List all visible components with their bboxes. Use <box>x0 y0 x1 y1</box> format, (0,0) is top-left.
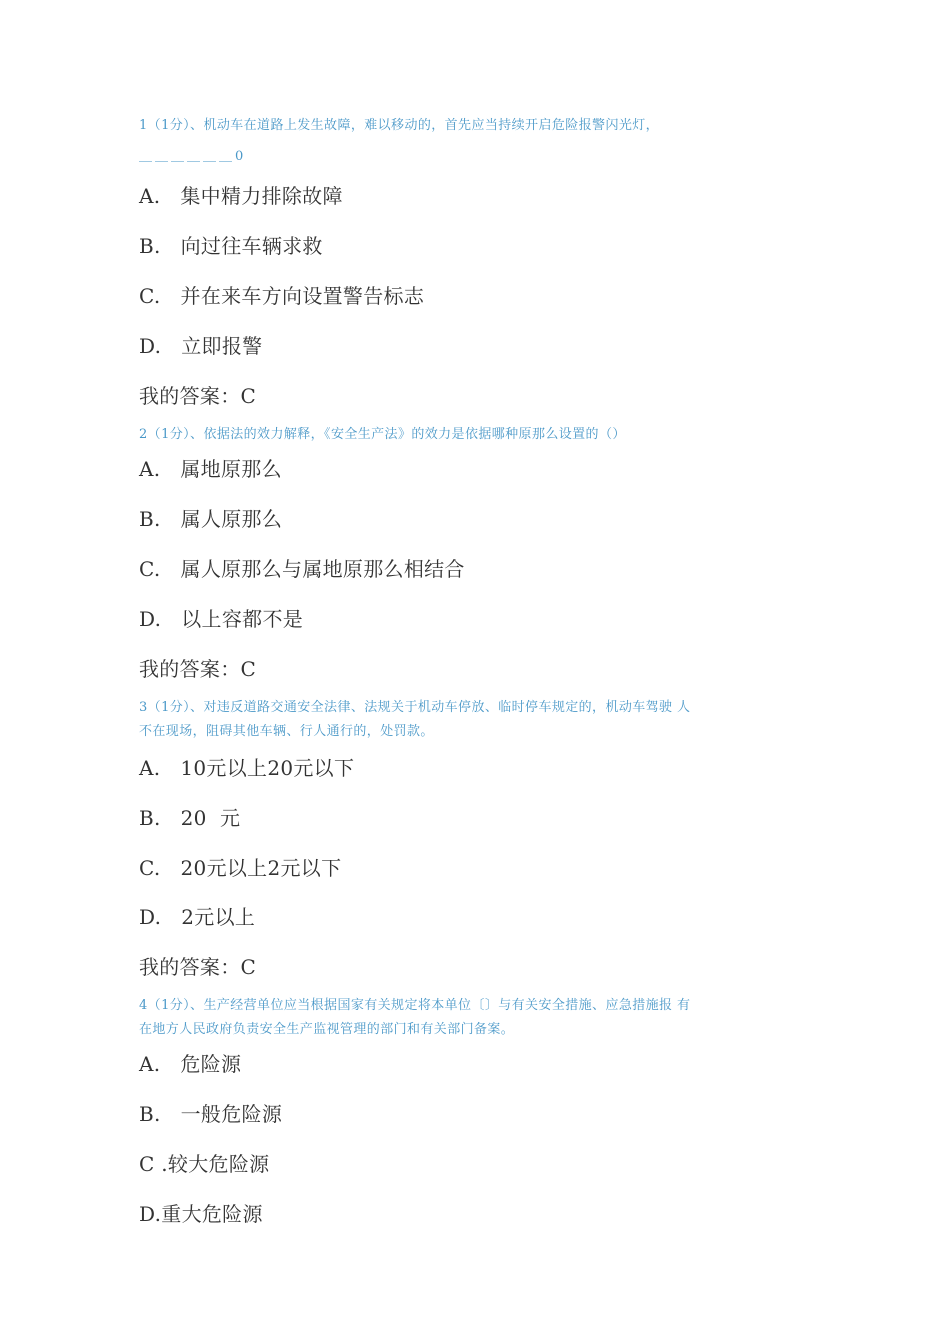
question-2-option-c: C. 属人原那么与属地原那么相结合 <box>139 557 465 581</box>
question-4-option-b: B. 一般危险源 <box>139 1102 283 1126</box>
question-1-answer: 我的答案：C <box>139 384 257 408</box>
question-3-stem-line-1: 3（1分）、对违反道路交通安全法律、法规关于机动车停放、临时停车规定的，机动车驾驶 人 <box>139 700 691 715</box>
question-3-answer: 我的答案：C <box>139 955 257 979</box>
question-4-option-c: C .较大危险源 <box>139 1152 270 1176</box>
question-1-stem-line-1: 1（1分）、机动车在道路上发生故障，难以移动的，首先应当持续开启危险报警闪光灯， <box>139 118 660 133</box>
question-3-option-d: D. 2元以上 <box>139 905 256 929</box>
question-4-stem-line-1: 4（1分）、生产经营单位应当根据国家有关规定将本单位〔〕与有关安全措施、应急措施报 有 <box>139 998 691 1013</box>
question-1-option-a: A. 集中精力排除故障 <box>139 184 343 208</box>
question-1-option-d: D. 立即报警 <box>139 334 263 358</box>
question-2-option-b: B. 属人原那么 <box>139 507 283 531</box>
question-2-option-d: D. 以上容都不是 <box>139 607 304 631</box>
question-4-option-d: D.重大危险源 <box>139 1202 263 1226</box>
question-3-option-b: B. 20 元 <box>139 806 241 830</box>
question-2-stem-line-1: 2（1分）、依据法的效力解释，《安全生产法》的效力是依据哪种原那么设置的（） <box>139 427 626 442</box>
question-1-option-c: C. 并在来车方向设置警告标志 <box>139 284 425 308</box>
question-2-answer: 我的答案：C <box>139 657 257 681</box>
question-4-option-a: A. 危险源 <box>139 1052 242 1076</box>
question-3-stem-line-2: 不在现场，阻碍其他车辆、行人通行的，处罚款。 <box>139 724 434 739</box>
question-1-stem-line-2: ＿＿＿＿＿＿0 <box>139 149 247 164</box>
question-4-stem-line-2: 在地方人民政府负责安全生产监视管理的部门和有关部门备案。 <box>139 1022 515 1037</box>
question-2-option-a: A. 属地原那么 <box>139 457 282 481</box>
question-3-option-c: C. 20元以上2元以下 <box>139 856 342 880</box>
question-1-option-b: B. 向过往车辆求救 <box>139 234 323 258</box>
question-3-option-a: A. 10元以上20元以下 <box>139 756 355 780</box>
